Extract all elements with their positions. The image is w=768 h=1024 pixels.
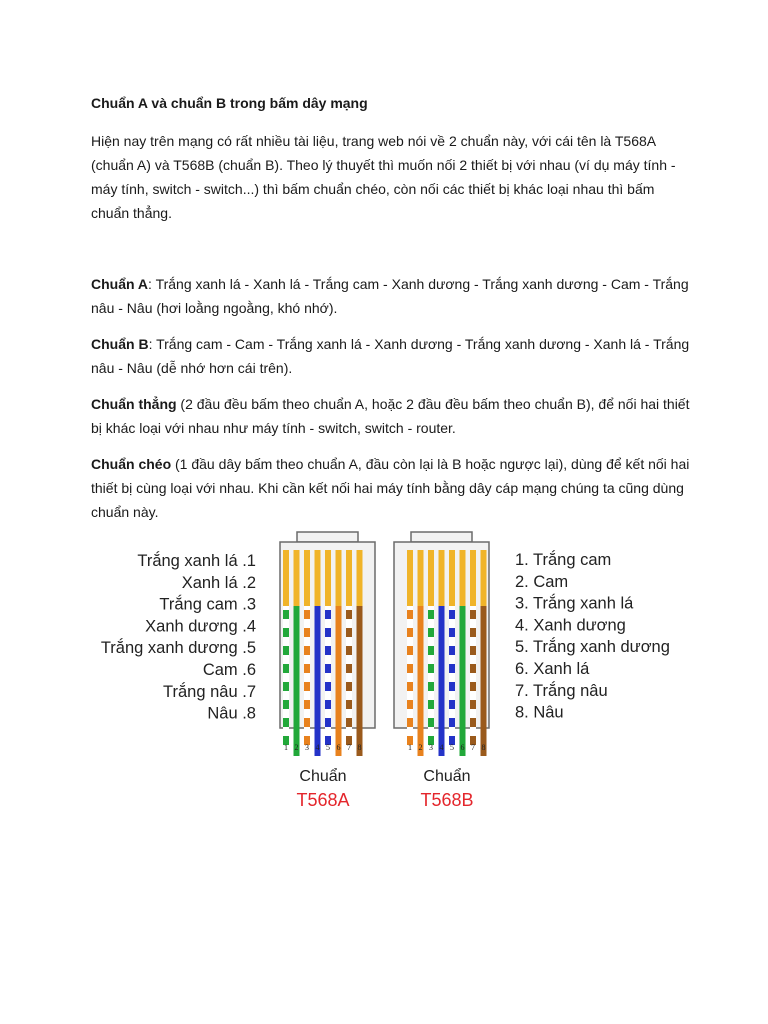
connector-a-wire-1-stripe [283, 718, 289, 727]
standard-b-label: Chuẩn B [91, 336, 149, 352]
crossover-label: Chuẩn chéo [91, 456, 172, 472]
connector-b-wire-3-stripe [428, 610, 434, 619]
right-label-1: 1. Trắng cam [515, 551, 612, 569]
connector-a-latch [297, 532, 358, 542]
standard-b-text: : Trắng cam - Cam - Trắng xanh lá - Xanh dương - Trắng xanh dương - Xanh lá - Trắng nâu - Nâu (dễ nhớ hơn cái trên). [91, 336, 690, 376]
left-label-3: Trắng cam .3 [159, 595, 256, 614]
connector-b-wire-6 [460, 606, 466, 756]
connector-a-wire-7-stripe [346, 718, 352, 727]
left-label-1: Trắng xanh lá .1 [137, 552, 256, 570]
connector-b-wire-7-stripe [470, 646, 476, 655]
connector-b-wire-7-stripe [470, 610, 476, 619]
connector-a-pin-number-5: 5 [326, 743, 330, 752]
connector-b-wire-3-stripe [428, 700, 434, 709]
connector-a-wire-1-stripe [283, 646, 289, 655]
standard-a-label: Chuẩn A [91, 276, 149, 292]
connector-b-pin-numbers [408, 743, 486, 752]
connector-b-caption: Chuẩn [423, 768, 471, 785]
connector-a-wire-3-stripe [304, 718, 310, 727]
connector-b-pin-number-3: 3 [429, 743, 433, 752]
standard-b-paragraph [91, 332, 691, 380]
connector-b-wire-1-stripe [407, 682, 413, 691]
connector-a-wire-8 [357, 606, 363, 756]
connector-a-pin-numbers [284, 743, 362, 752]
connector-a-contact-1 [283, 550, 289, 606]
connector-a-contact-8 [357, 550, 363, 606]
connector-a-caption: Chuẩn [299, 768, 347, 785]
straight-label: Chuẩn thẳng [91, 396, 177, 412]
connector-b-contact-4 [439, 550, 445, 606]
right-label-5: 5. Trắng xanh dương [515, 638, 670, 657]
right-label-3: 3. Trắng xanh lá [515, 594, 634, 613]
connector-b-pin-number-4: 4 [439, 743, 444, 752]
connector-a-wire-1-stripe [283, 700, 289, 709]
connector-b-wire-2 [418, 606, 424, 756]
connector-a-wire-3-stripe [304, 664, 310, 673]
connector-a-wire-7-stripe [346, 682, 352, 691]
connector-b-wire-7-stripe [470, 682, 476, 691]
connector-a-pin-number-2: 2 [294, 743, 299, 752]
connector-a-standard: T568A [296, 790, 350, 810]
connector-a-wire-5-stripe [325, 646, 331, 655]
right-labels [515, 550, 670, 722]
connector-b-wire-1-stripe [407, 718, 413, 727]
connector-a-wire-4 [315, 606, 321, 756]
connector-a-wire-3-stripe [304, 610, 310, 619]
connector-a-contact-6 [336, 550, 342, 606]
straight-text: (2 đầu đều bấm theo chuẩn A, hoặc 2 đầu đều bấm theo chuẩn B), để nối hai thiết bị khác loại với nhau như máy tính - switch, switch - router. [91, 396, 690, 436]
connector-b-wire-5-stripe [449, 700, 455, 709]
connector-a-wire-5-stripe [325, 628, 331, 637]
connector-b-pin-number-5: 5 [450, 743, 454, 752]
crossover-text: (1 đầu dây bấm theo chuẩn A, đầu còn lại là B hoặc ngược lại), dùng để kết nối hai thiết bị cùng loại với nhau. Khi cần kết nối hai máy tính bằng dây cáp mạng chúng ta cũng dùng chuẩn này. [91, 456, 690, 520]
connector-b-wire-5-stripe [449, 682, 455, 691]
connector-b-wire-5-stripe [449, 718, 455, 727]
right-label-7: 7. Trắng nâu [515, 681, 608, 700]
connector-a-wire-1-stripe [283, 610, 289, 619]
connector-a-pin-number-1: 1 [284, 743, 288, 752]
left-label-8: Nâu .8 [207, 704, 256, 723]
connector-a-wire-3-stripe [304, 682, 310, 691]
left-label-2: Xanh lá .2 [181, 573, 256, 592]
connector-b-contact-6 [460, 550, 466, 606]
connector-b-wire-3-stripe [428, 628, 434, 637]
connector-b-contact-7 [470, 550, 476, 606]
connector-a-wire-1-stripe [283, 628, 289, 637]
connector-b-wire-7-stripe [470, 628, 476, 637]
left-label-5: Trắng xanh dương .5 [100, 639, 256, 658]
connector-b-contact-1 [407, 550, 413, 606]
connector-a-wire-1-stripe [283, 664, 289, 673]
connector-b-wire-5-stripe [449, 610, 455, 619]
connector-a-contact-3 [304, 550, 310, 606]
connector-b-wire-1-stripe [407, 700, 413, 709]
connector-b-wire-7-stripe [470, 664, 476, 673]
connector-b-wire-3-stripe [428, 646, 434, 655]
connector-b-wire-8 [481, 606, 487, 756]
connector-a-wire-3-stripe [304, 628, 310, 637]
connector-b-wire-7-stripe [470, 700, 476, 709]
connector-a-wire-7-stripe [346, 610, 352, 619]
connector-a-wire-5-stripe [325, 718, 331, 727]
connector-b-wire-3-stripe [428, 718, 434, 727]
connector-a-wire-5-stripe [325, 664, 331, 673]
intro-paragraph: Hiện nay trên mạng có rất nhiều tài liệu, trang web nói về 2 chuẩn này, với cái tên là T568A (chuẩn A) và T568B (chuẩn B). Theo lý thuyết thì muốn nối 2 thiết bị với nhau (ví dụ máy tính - máy tính, switch - switch...) thì bấm chuẩn chéo, còn nối các thiết bị khác loại nhau thì bấm chuẩn thẳng. [91, 133, 676, 221]
connector-b-wire-7-stripe [470, 718, 476, 727]
connector-b-contact-2 [418, 550, 424, 606]
connector-a-wire-1-stripe [283, 682, 289, 691]
rj45-diagram-svg [0, 520, 768, 820]
connector-b-wire-5-stripe [449, 664, 455, 673]
connector-t568b [394, 532, 489, 810]
connector-b-pin-number-2: 2 [418, 743, 423, 752]
connector-a-wire-7-stripe [346, 700, 352, 709]
connector-a-wire-7-stripe [346, 664, 352, 673]
connector-a-pin-number-6: 6 [336, 743, 341, 752]
connector-a-contact-7 [346, 550, 352, 606]
connector-a-pin-number-7: 7 [347, 743, 351, 752]
straight-paragraph [91, 392, 691, 440]
connector-b-wire-1-stripe [407, 628, 413, 637]
connector-b-contact-8 [481, 550, 487, 606]
connector-b-pin-number-8: 8 [481, 743, 486, 752]
connector-b-wire-1-stripe [407, 664, 413, 673]
connector-b-wire-4 [439, 606, 445, 756]
connector-a-wire-3-stripe [304, 646, 310, 655]
connector-b-wire-1-stripe [407, 610, 413, 619]
connector-a-pin-number-8: 8 [357, 743, 362, 752]
right-label-4: 4. Xanh dương [515, 616, 626, 635]
connector-a-wire-5-stripe [325, 682, 331, 691]
connector-a-pin-number-4: 4 [315, 743, 320, 752]
connector-b-pin-number-6: 6 [460, 743, 465, 752]
left-label-7: Trắng nâu .7 [163, 682, 256, 701]
connector-b-wire-3-stripe [428, 682, 434, 691]
connector-a-wire-7-stripe [346, 628, 352, 637]
connector-b-wire-5-stripe [449, 646, 455, 655]
crossover-paragraph [91, 452, 691, 524]
standard-a-paragraph [91, 272, 691, 320]
connector-b-contact-5 [449, 550, 455, 606]
right-label-6: 6. Xanh lá [515, 660, 590, 678]
connector-a-pin-number-3: 3 [305, 743, 309, 752]
standard-a-text: : Trắng xanh lá - Xanh lá - Trắng cam - Xanh dương - Trắng xanh dương - Cam - Trắng nâu - Nâu (hơi loằng ngoằng, khó nhớ). [91, 276, 689, 316]
connector-a-wire-3-stripe [304, 700, 310, 709]
connector-t568a [280, 532, 375, 810]
connector-b-wire-1-stripe [407, 646, 413, 655]
right-label-8: 8. Nâu [515, 703, 564, 722]
connector-a-contact-5 [325, 550, 331, 606]
rj45-diagram [0, 520, 768, 820]
connector-b-latch [411, 532, 472, 542]
connector-b-wire-3-stripe [428, 664, 434, 673]
document-title: Chuẩn A và chuẩn B trong bấm dây mạng [91, 95, 368, 111]
left-labels [101, 551, 256, 723]
left-label-6: Cam .6 [202, 661, 256, 679]
connector-a-contact-2 [294, 550, 300, 606]
connector-b-pin-number-7: 7 [471, 743, 475, 752]
connector-a-wire-2 [294, 606, 300, 756]
connector-a-wire-7-stripe [346, 646, 352, 655]
connector-b-pin-number-1: 1 [408, 743, 412, 752]
connector-a-wire-5-stripe [325, 610, 331, 619]
connector-b-wire-5-stripe [449, 628, 455, 637]
connector-a-wire-6 [336, 606, 342, 756]
connector-b-contact-3 [428, 550, 434, 606]
connector-b-standard: T568B [420, 790, 474, 810]
connector-a-contact-4 [315, 550, 321, 606]
left-label-4: Xanh dương .4 [145, 617, 256, 636]
connector-a-wire-5-stripe [325, 700, 331, 709]
right-label-2: 2. Cam [515, 572, 569, 591]
